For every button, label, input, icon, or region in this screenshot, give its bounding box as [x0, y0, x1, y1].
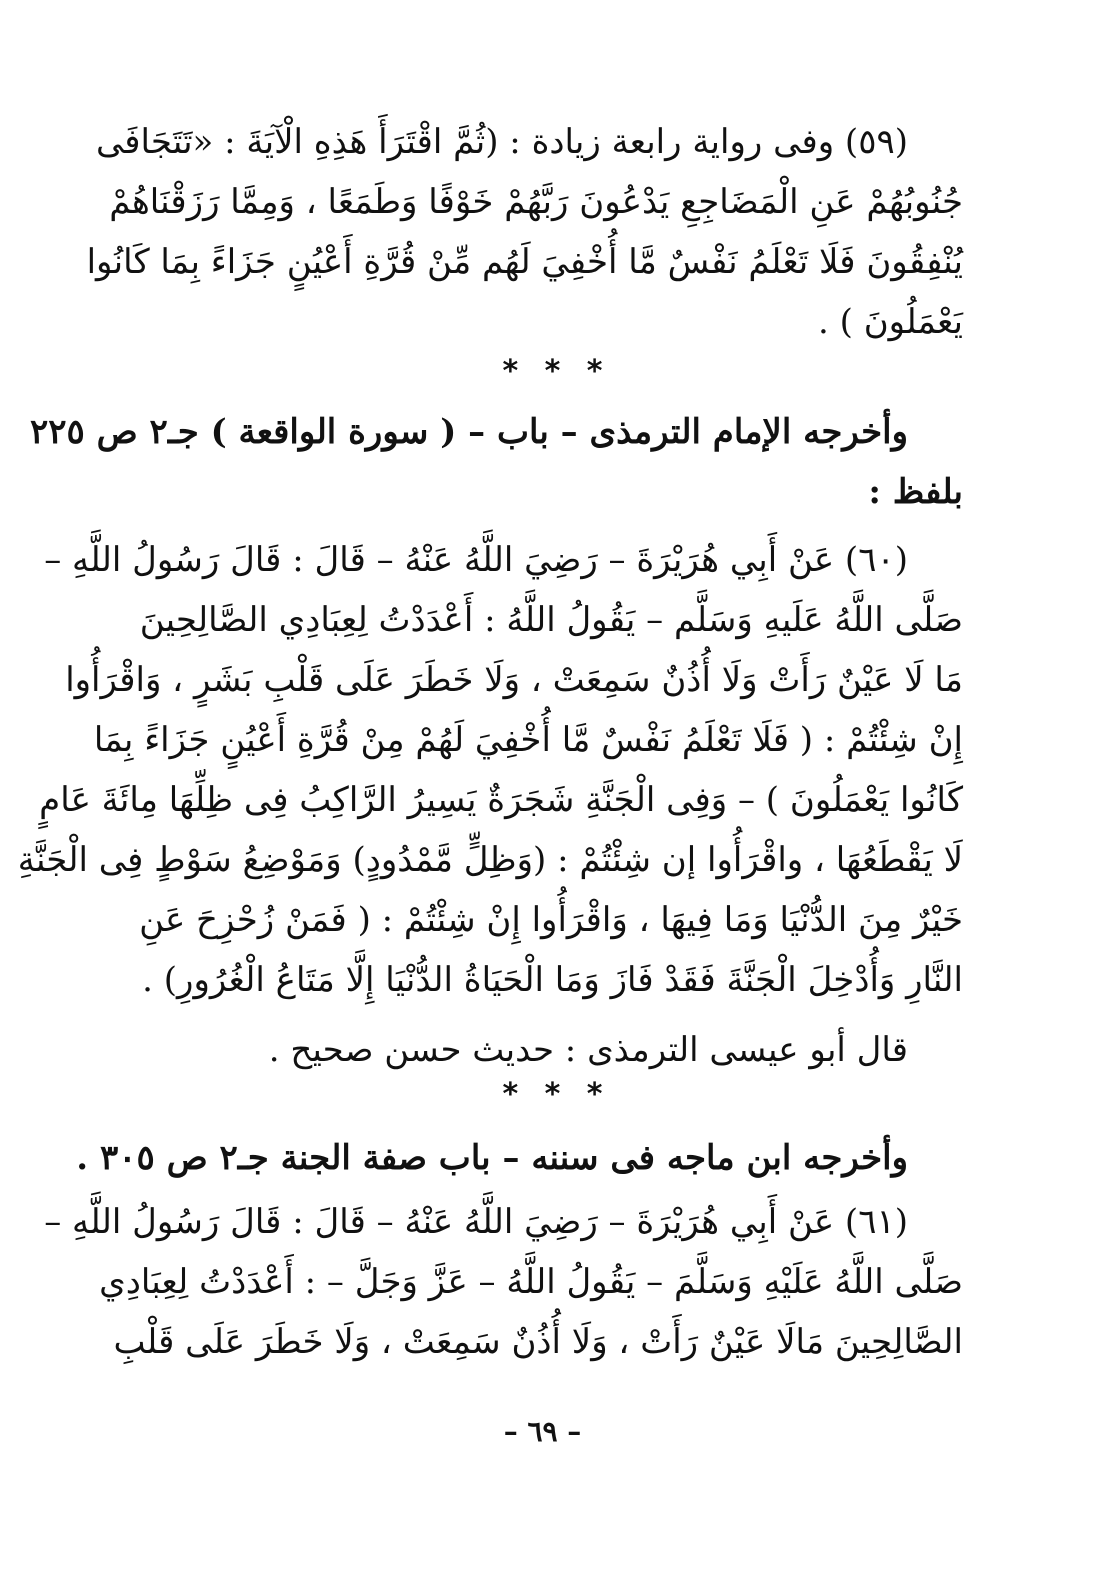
paragraph-61-line-1: (٦١) عَنْ أَبِي هُرَيْرَةَ – رَضِيَ اللَّهُ عَنْهُ – قَالَ : قَالَ رَسُولُ اللَّهِ –: [44, 1202, 908, 1242]
section-separator: * * *: [502, 354, 611, 389]
paragraph-60-line-5: كَانُوا يَعْمَلُونَ ) – وَفِى الْجَنَّةِ شَجَرَةٌ يَسِيرُ الرَّاكِبُ فِى ظِلِّهَا مِائَةَ عَامٍ: [39, 780, 963, 820]
source-tirmidhi-line-1: وأخرجه الإمام الترمذى – باب – ( سورة الواقعة ) جـ٢ ص ٢٢٥: [29, 412, 908, 452]
paragraph-60-line-6: لَا يَقْطَعُهَا ، واقْرَأُوا إن شِئْتُمْ : (وَظِلٍّ مَّمْدُودٍ) وَمَوْضِعُ سَوْطٍ فِى الْجَنَّةِ: [17, 840, 963, 880]
paragraph-61-line-3: الصَّالِحِينَ مَالَا عَيْنٌ رَأَتْ ، وَلَا أُذُنٌ سَمِعَتْ ، وَلَا خَطَرَ عَلَى قَلْبِ: [113, 1322, 963, 1362]
paragraph-61-line-2: صَلَّى اللَّهُ عَلَيْهِ وَسَلَّمَ – يَقُولُ اللَّهُ – عَزَّ وَجَلَّ – : أَعْدَدْتُ لِعِبَادِي: [99, 1262, 963, 1302]
paragraph-60-line-8: النَّارِ وَأُدْخِلَ الْجَنَّةَ فَقَدْ فَازَ وَمَا الْحَيَاةُ الدُّنْيَا إِلَّا مَتَاعُ الْغُرُورِ) .: [142, 960, 963, 1000]
source-ibn-majah: وأخرجه ابن ماجه فى سننه – باب صفة الجنة جـ٢ ص ٣٠٥ .: [76, 1138, 908, 1178]
paragraph-59-line-4: يَعْمَلُونَ ) .: [818, 302, 963, 342]
page-number: – ٦٩ –: [503, 1415, 582, 1448]
section-separator: * * *: [502, 1077, 611, 1112]
paragraph-60-line-1: (٦٠) عَنْ أَبِي هُرَيْرَةَ – رَضِيَ اللَّهُ عَنْهُ – قَالَ : قَالَ رَسُولُ اللَّهِ –: [44, 540, 908, 580]
paragraph-60-line-4: إِنْ شِئْتُمْ : ( فَلَا تَعْلَمُ نَفْسٌ مَّا أُخْفِيَ لَهُمْ مِنْ قُرَّةِ أَعْيُنٍ جَزَاءً بِمَا: [93, 720, 963, 760]
paragraph-60-line-7: خَيْرٌ مِنَ الدُّنْيَا وَمَا فِيهَا ، وَاقْرَأُوا إِنْ شِئْتُمْ : ( فَمَنْ زُحْزِحَ عَنِ: [139, 900, 963, 940]
paragraph-60-line-3: مَا لَا عَيْنٌ رَأَتْ وَلَا أُذُنٌ سَمِعَتْ ، وَلَا خَطَرَ عَلَى قَلْبِ بَشَرٍ ، وَاقْرَأُوا: [65, 660, 963, 700]
paragraph-59-line-3: يُنْفِقُونَ فَلَا تَعْلَمُ نَفْسٌ مَّا أُخْفِيَ لَهُم مِّنْ قُرَّةِ أَعْيُنٍ جَزَاءً بِمَا كَانُوا: [86, 242, 963, 282]
tirmidhi-verdict: قال أبو عيسى الترمذى : حديث حسن صحيح .: [268, 1030, 908, 1070]
paragraph-59-line-1: (٥٩) وفى رواية رابعة زيادة : (ثُمَّ اقْتَرَأَ هَذِهِ الْآيَةَ : «تَتَجَافَى: [95, 122, 908, 162]
paragraph-60-line-2: صَلَّى اللَّهُ عَلَيهِ وَسَلَّم – يَقُولُ اللَّهُ : أَعْدَدْتُ لِعِبَادِي الصَّالِحِينَ: [139, 600, 963, 640]
source-tirmidhi-line-2: بلفظ :: [868, 472, 963, 512]
paragraph-59-line-2: جُنُوبُهُمْ عَنِ الْمَضَاجِعِ يَدْعُونَ رَبَّهُمْ خَوْفًا وَطَمَعًا ، وَمِمَّا رَزَقْنَاهُمْ: [109, 182, 963, 222]
